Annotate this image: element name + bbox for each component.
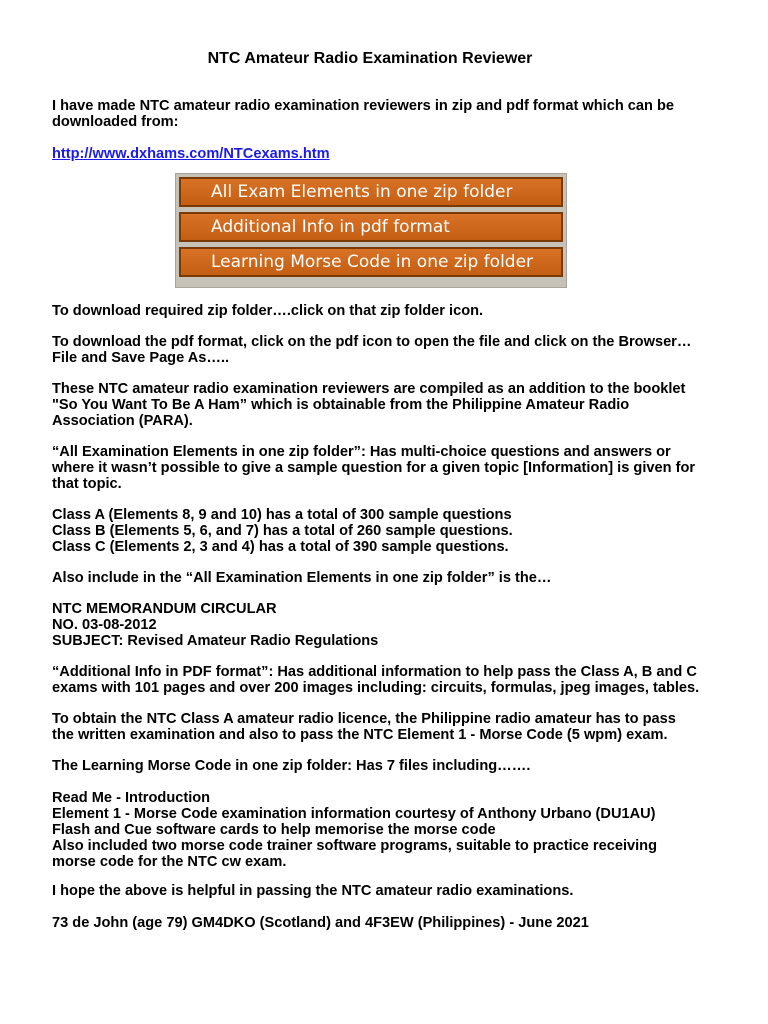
additional-info-line: “Additional Info in PDF format”: Has additional information to help pass the Class A, B and C [52,664,697,680]
morse-file-item: Read Me - Introduction [52,790,211,806]
morse-file-item: morse code for the NTC cw exam. [52,854,287,870]
download-banner [175,173,567,288]
memo-subject: SUBJECT: Revised Amateur Radio Regulations [52,633,379,649]
obtain-licence-line: the written examination and also to pass the NTC Element 1 - Morse Code (5 wpm) exam. [52,727,668,743]
morse-file-item: Flash and Cue software cards to help memorise the morse code [52,822,496,838]
morse-folder-text: The Learning Morse Code in one zip folder: Has 7 files including……. [52,758,531,774]
compiled-paragraph [52,381,732,429]
all-exam-elements-zip-button[interactable]: All Exam Elements in one zip folder [179,177,563,207]
intro-paragraph [52,98,732,130]
download-link-line [52,146,732,162]
intro-text: I have made NTC amateur radio examination reviewers in zip and pdf format which can be downloaded from: [52,98,675,130]
all-elements-line: that topic. [52,476,122,492]
morse-folder-paragraph [52,758,732,774]
hope-paragraph [52,883,732,899]
also-include-paragraph [52,570,732,586]
class-a-total: Class A (Elements 8, 9 and 10) has a total of 300 sample questions [52,507,512,523]
additional-info-pdf-button[interactable]: Additional Info in pdf format [179,212,563,242]
morse-file-item: Element 1 - Morse Code examination information courtesy of Anthony Urbano (DU1AU) [52,806,656,822]
additional-info-paragraph [52,664,732,696]
signature-line [52,915,732,931]
memorandum-block [52,601,732,649]
page-title: NTC Amateur Radio Examination Reviewer [207,50,533,67]
learning-morse-code-zip-button[interactable]: Learning Morse Code in one zip folder [179,247,563,277]
also-include-text: Also include in the “All Examination Elements in one zip folder” is the… [52,570,552,586]
zip-download-text: To download required zip folder….click on that zip folder icon. [52,303,484,319]
morse-file-item: Also included two morse code trainer software programs, suitable to practice receiving [52,838,657,854]
pdf-download-paragraph [52,334,732,366]
pdf-download-line: File and Save Page As….. [52,350,230,366]
obtain-licence-paragraph [52,711,732,743]
additional-info-line: exams with 101 pages and over 200 images including: circuits, formulas, jpeg images, tables. [52,680,700,696]
all-elements-line: where it wasn’t possible to give a sample question for a given topic [Information] is given for [52,460,696,476]
pdf-download-line: To download the pdf format, click on the pdf icon to open the file and click on the Browser… [52,334,692,350]
compiled-line: These NTC amateur radio examination reviewers are compiled as an addition to the booklet [52,381,686,397]
memo-heading: NTC MEMORANDUM CIRCULAR [52,601,277,617]
compiled-line: "So You Want To Be A Ham” which is obtainable from the Philippine Amateur Radio [52,397,630,413]
signature-text: 73 de John (age 79) GM4DKO (Scotland) and 4F3EW (Philippines) - June 2021 [52,915,589,931]
dxhams-link[interactable]: http://www.dxhams.com/NTCexams.htm [52,146,330,162]
memo-number: NO. 03-08-2012 [52,617,157,633]
class-totals-list [52,507,732,555]
all-elements-line: “All Examination Elements in one zip folder”: Has multi-choice questions and answers or [52,444,671,460]
all-elements-paragraph [52,444,732,492]
compiled-line: Association (PARA). [52,413,193,429]
obtain-licence-line: To obtain the NTC Class A amateur radio licence, the Philippine radio amateur has to pass [52,711,676,727]
class-c-total: Class C (Elements 2, 3 and 4) has a total of 390 sample questions. [52,539,509,555]
hope-text: I hope the above is helpful in passing the NTC amateur radio examinations. [52,883,574,899]
morse-files-list [52,790,732,870]
class-b-total: Class B (Elements 5, 6, and 7) has a total of 260 sample questions. [52,523,513,539]
zip-download-paragraph [52,303,732,319]
